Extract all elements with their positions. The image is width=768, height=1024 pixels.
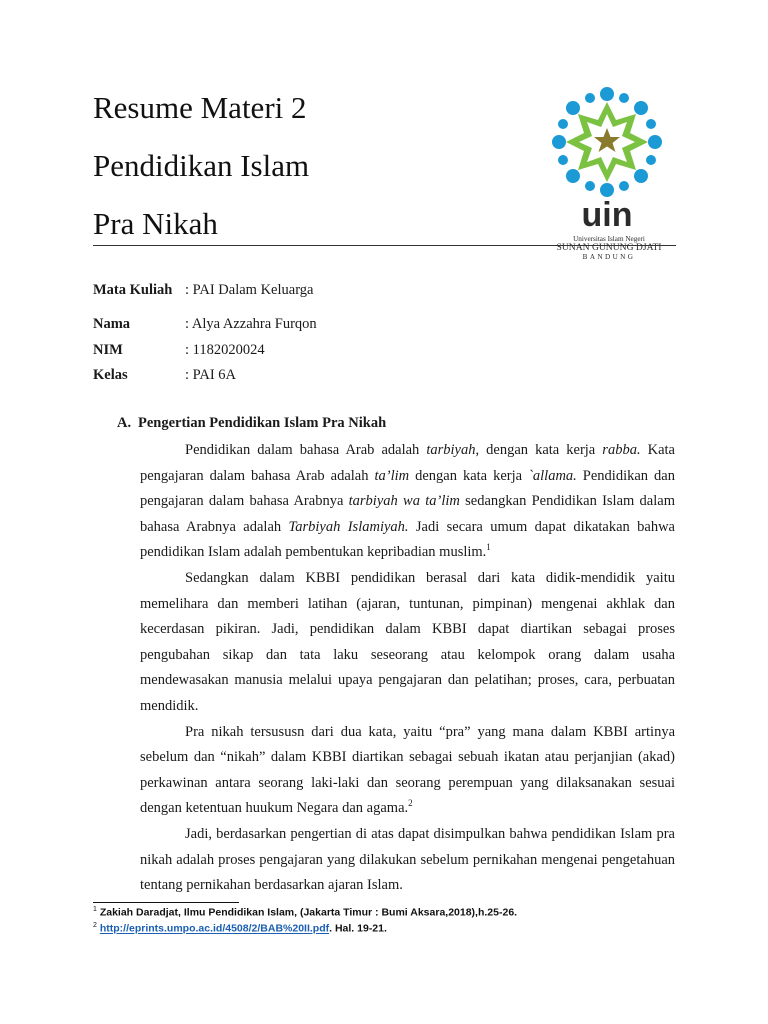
info-label: NIM xyxy=(93,342,123,358)
uin-logo-line-3: BANDUNG xyxy=(582,253,636,261)
document-title-line-1: Resume Materi 2 xyxy=(93,90,307,125)
info-label: Nama xyxy=(93,316,131,332)
uin-wordmark: uin xyxy=(581,196,633,234)
paragraph-3: Pra nikah tersususn dari dua kata, yaitu “pra” yang mana dalam KBBI artinya sebelum dan “nikah” dalam KBBI diartikan sebagai sebuah ikatan atau perjanjian (akad) perkawinan antara seorang laki-laki dan seorang perempuan yang dilaksanakan sesuai dengan ketentuan huukum Negara dan agama.$^2$ xyxy=(140,723,675,817)
section-heading-text: Pengertian Pendidikan Islam Pra Nikah xyxy=(138,415,387,431)
uin-logo-line-1: Universitas Islam Negeri xyxy=(573,235,645,243)
info-value: : 1182020024 xyxy=(185,342,265,358)
paragraph-1: Pendidikan dalam bahasa Arab adalah tarbiyah, dengan kata kerja rabba. Kata pengajaran dalam bahasa Arab adalah ta’lim dengan kata kerja `allama. Pendidikan dan pengajaran dalam bahasa Arabnya tarbiyah wa ta’lim sedangkan Pendidikan Islam dalam bahasa Arabnya adalah Tarbiyah Islamiyah. Jadi secara umum dapat dikatakan bahwa pendidikan Islam adalah pembentukan kepribadian muslim.$^1$ xyxy=(140,442,675,561)
info-value: : Alya Azzahra Furqon xyxy=(185,316,317,332)
info-label: Kelas xyxy=(93,367,128,383)
footnote-link[interactable]: http://eprints.umpo.ac.id/4508/2/BAB%20II.pdf xyxy=(99,922,330,935)
section-body xyxy=(140,438,675,899)
paragraph-4: Jadi, berdasarkan pengertian di atas dapat disimpulkan bahwa pendidikan Islam pra nikah adalah proses pengajaran yang dilakukan sebelum pernikahan mengenai pengetahuan tentang pernikahan berdasarkan ajaran Islam. xyxy=(140,825,675,894)
document-title-line-3: Pra Nikah xyxy=(93,206,218,241)
document-title-line-2: Pendidikan Islam xyxy=(93,148,310,183)
section-heading xyxy=(117,415,386,432)
footnote-separator xyxy=(93,902,239,903)
footnote-ref-2[interactable]: 2 xyxy=(408,798,413,809)
info-value: : PAI 6A xyxy=(185,367,237,383)
uin-logo-line-2: SUNAN GUNUNG DJATI xyxy=(556,242,662,253)
uin-logo xyxy=(540,84,678,264)
section-letter: A. xyxy=(117,415,132,431)
info-value: : PAI Dalam Keluarga xyxy=(185,282,314,298)
footnote-1: $^1$ Zakiah Daradjat, Ilmu Pendidikan Islam, (Jakarta Timur : Bumi Aksara,2018),h.25-26. xyxy=(93,906,518,919)
paragraph-2: Sedangkan dalam KBBI pendidikan berasal dari kata didik-mendidik yaitu memelihara dan memberi latihan (ajaran, tuntunan, pimpinan) mengenai akhlak dan kecerdasan pikiran. Jadi, pendidikan dalam KBBI dapat diartikan sebagai proses pengubahan sikap dan tata laku seseorang atau kelompok orang dalam usaha mendewasakan manusia melalui upaya pengajaran dan pelatihan; proses, cara, perbuatan mendidik. xyxy=(140,569,675,714)
title-divider xyxy=(93,245,676,246)
uin-star-emblem-icon xyxy=(552,87,662,197)
footnote-ref-1[interactable]: 1 xyxy=(486,542,491,553)
info-label: Mata Kuliah xyxy=(93,282,173,298)
footnote-2: $^2$ http://eprints.umpo.ac.id/4508/2/BAB%20II.pdf. Hal. 19-21. xyxy=(93,922,387,935)
